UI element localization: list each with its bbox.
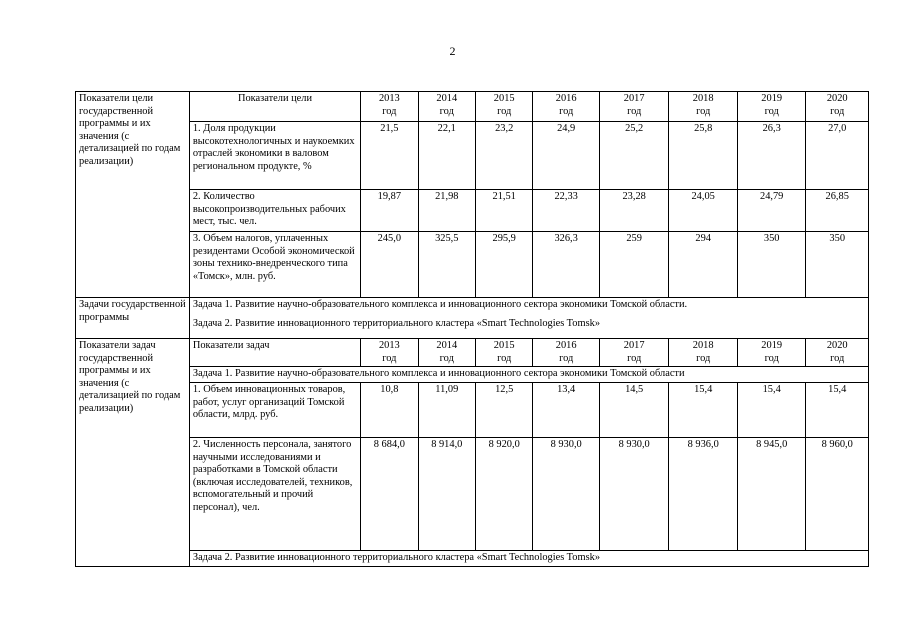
indicator-value: 14,5	[599, 383, 669, 438]
indicator-value: 21,51	[475, 190, 532, 232]
table-row	[76, 122, 869, 190]
indicator-value: 22,33	[533, 190, 600, 232]
year-header: 2017 год	[599, 92, 669, 122]
indicator-value: 26,3	[737, 122, 806, 190]
indicator-value: 8 920,0	[475, 438, 532, 551]
year-header: 2019 год	[737, 339, 806, 367]
year-header: 2014 год	[418, 339, 475, 367]
task-1-text: Задача 1. Развитие научно-образовательного комплекса и инновационного сектора экономики Томской области.	[192, 299, 688, 310]
goal-header-cell: Показатели цели	[189, 92, 360, 122]
indicator-name: 2. Количество высокопроизводительных рабочих мест, тыс. чел.	[189, 190, 360, 232]
indicator-value: 25,8	[669, 122, 738, 190]
task-2-row	[76, 551, 869, 567]
table-row	[76, 190, 869, 232]
year-header: 2013 год	[361, 339, 418, 367]
indicator-value: 21,98	[418, 190, 475, 232]
indicator-value: 15,4	[669, 383, 738, 438]
indicator-value: 8 930,0	[599, 438, 669, 551]
tasks-section-label: Задачи государственной программы	[76, 298, 190, 339]
table-row	[76, 438, 869, 551]
indicator-name: 3. Объем налогов, уплаченных резидентами Особой экономической зоны технико-внедренческого типа «Томск», млн. руб.	[189, 232, 360, 298]
indicator-value: 294	[669, 232, 738, 298]
year-header: 2017 год	[599, 339, 669, 367]
indicator-value: 11,09	[418, 383, 475, 438]
indicator-value: 21,5	[361, 122, 418, 190]
table-row	[76, 232, 869, 298]
indicator-value: 8 936,0	[669, 438, 738, 551]
year-header: 2015 год	[475, 339, 532, 367]
indicator-value: 15,4	[737, 383, 806, 438]
indicator-name: 2. Численность персонала, занятого научными исследованиями и разработками в Томской области (включая исследователей, техников, вспомогательный и прочий персонал), чел.	[189, 438, 360, 551]
year-header: 2015 год	[475, 92, 532, 122]
indicator-value: 25,2	[599, 122, 669, 190]
indicator-value: 10,8	[361, 383, 418, 438]
task-indicators-header-row	[76, 339, 869, 367]
indicator-value: 259	[599, 232, 669, 298]
indicator-value: 350	[806, 232, 869, 298]
goal-header-row	[76, 92, 869, 122]
indicator-value: 295,9	[475, 232, 532, 298]
indicator-value: 24,79	[737, 190, 806, 232]
indicator-value: 22,1	[418, 122, 475, 190]
year-header: 2018 год	[669, 92, 738, 122]
indicator-value: 12,5	[475, 383, 532, 438]
year-header: 2020 год	[806, 92, 869, 122]
indicator-value: 325,5	[418, 232, 475, 298]
task-indicators-section-label: Показатели задач государственной программы и их значения (с детализацией по годам реализации)	[76, 339, 190, 567]
indicator-value: 15,4	[806, 383, 869, 438]
indicator-value: 8 684,0	[361, 438, 418, 551]
page-number: 2	[449, 44, 456, 58]
indicator-value: 23,28	[599, 190, 669, 232]
year-header: 2019 год	[737, 92, 806, 122]
tasks-cell	[189, 298, 868, 339]
indicator-value: 8 930,0	[533, 438, 600, 551]
year-header: 2016 год	[533, 339, 600, 367]
year-header: 2016 год	[533, 92, 600, 122]
indicator-value: 24,05	[669, 190, 738, 232]
indicator-value: 245,0	[361, 232, 418, 298]
task-2-heading: Задача 2. Развитие инновационного территориального кластера «Smart Technologies Tomsk»	[189, 551, 868, 567]
year-header: 2013 год	[361, 92, 418, 122]
tasks-row	[76, 298, 869, 339]
indicator-value: 13,4	[533, 383, 600, 438]
year-header: 2018 год	[669, 339, 738, 367]
table-row	[76, 383, 869, 438]
indicator-value: 26,85	[806, 190, 869, 232]
indicator-name: 1. Объем инновационных товаров, работ, услуг организаций Томской области, млрд. руб.	[189, 383, 360, 438]
indicator-value: 8 914,0	[418, 438, 475, 551]
indicator-value: 8 945,0	[737, 438, 806, 551]
task-indicators-header-cell: Показатели задач	[189, 339, 360, 367]
task-1-row	[76, 367, 869, 383]
indicator-value: 350	[737, 232, 806, 298]
goal-section-label: Показатели цели государственной программы и их значения (с детализацией по годам реализации)	[76, 92, 190, 298]
year-header: 2020 год	[806, 339, 869, 367]
task-2-text: Задача 2. Развитие инновационного территориального кластера «Smart Technologies Tomsk»	[192, 317, 601, 329]
indicator-value: 27,0	[806, 122, 869, 190]
indicator-value: 8 960,0	[806, 438, 869, 551]
task-1-heading: Задача 1. Развитие научно-образовательного комплекса и инновационного сектора экономики Томской области	[189, 367, 868, 383]
indicator-value: 24,9	[533, 122, 600, 190]
indicator-value: 19,87	[361, 190, 418, 232]
indicator-value: 23,2	[475, 122, 532, 190]
indicator-name: 1. Доля продукции высокотехнологичных и наукоемких отраслей экономики в валовом региональном продукте, %	[189, 122, 360, 190]
indicator-value: 326,3	[533, 232, 600, 298]
year-header: 2014 год	[418, 92, 475, 122]
program-indicators-table	[75, 91, 869, 567]
